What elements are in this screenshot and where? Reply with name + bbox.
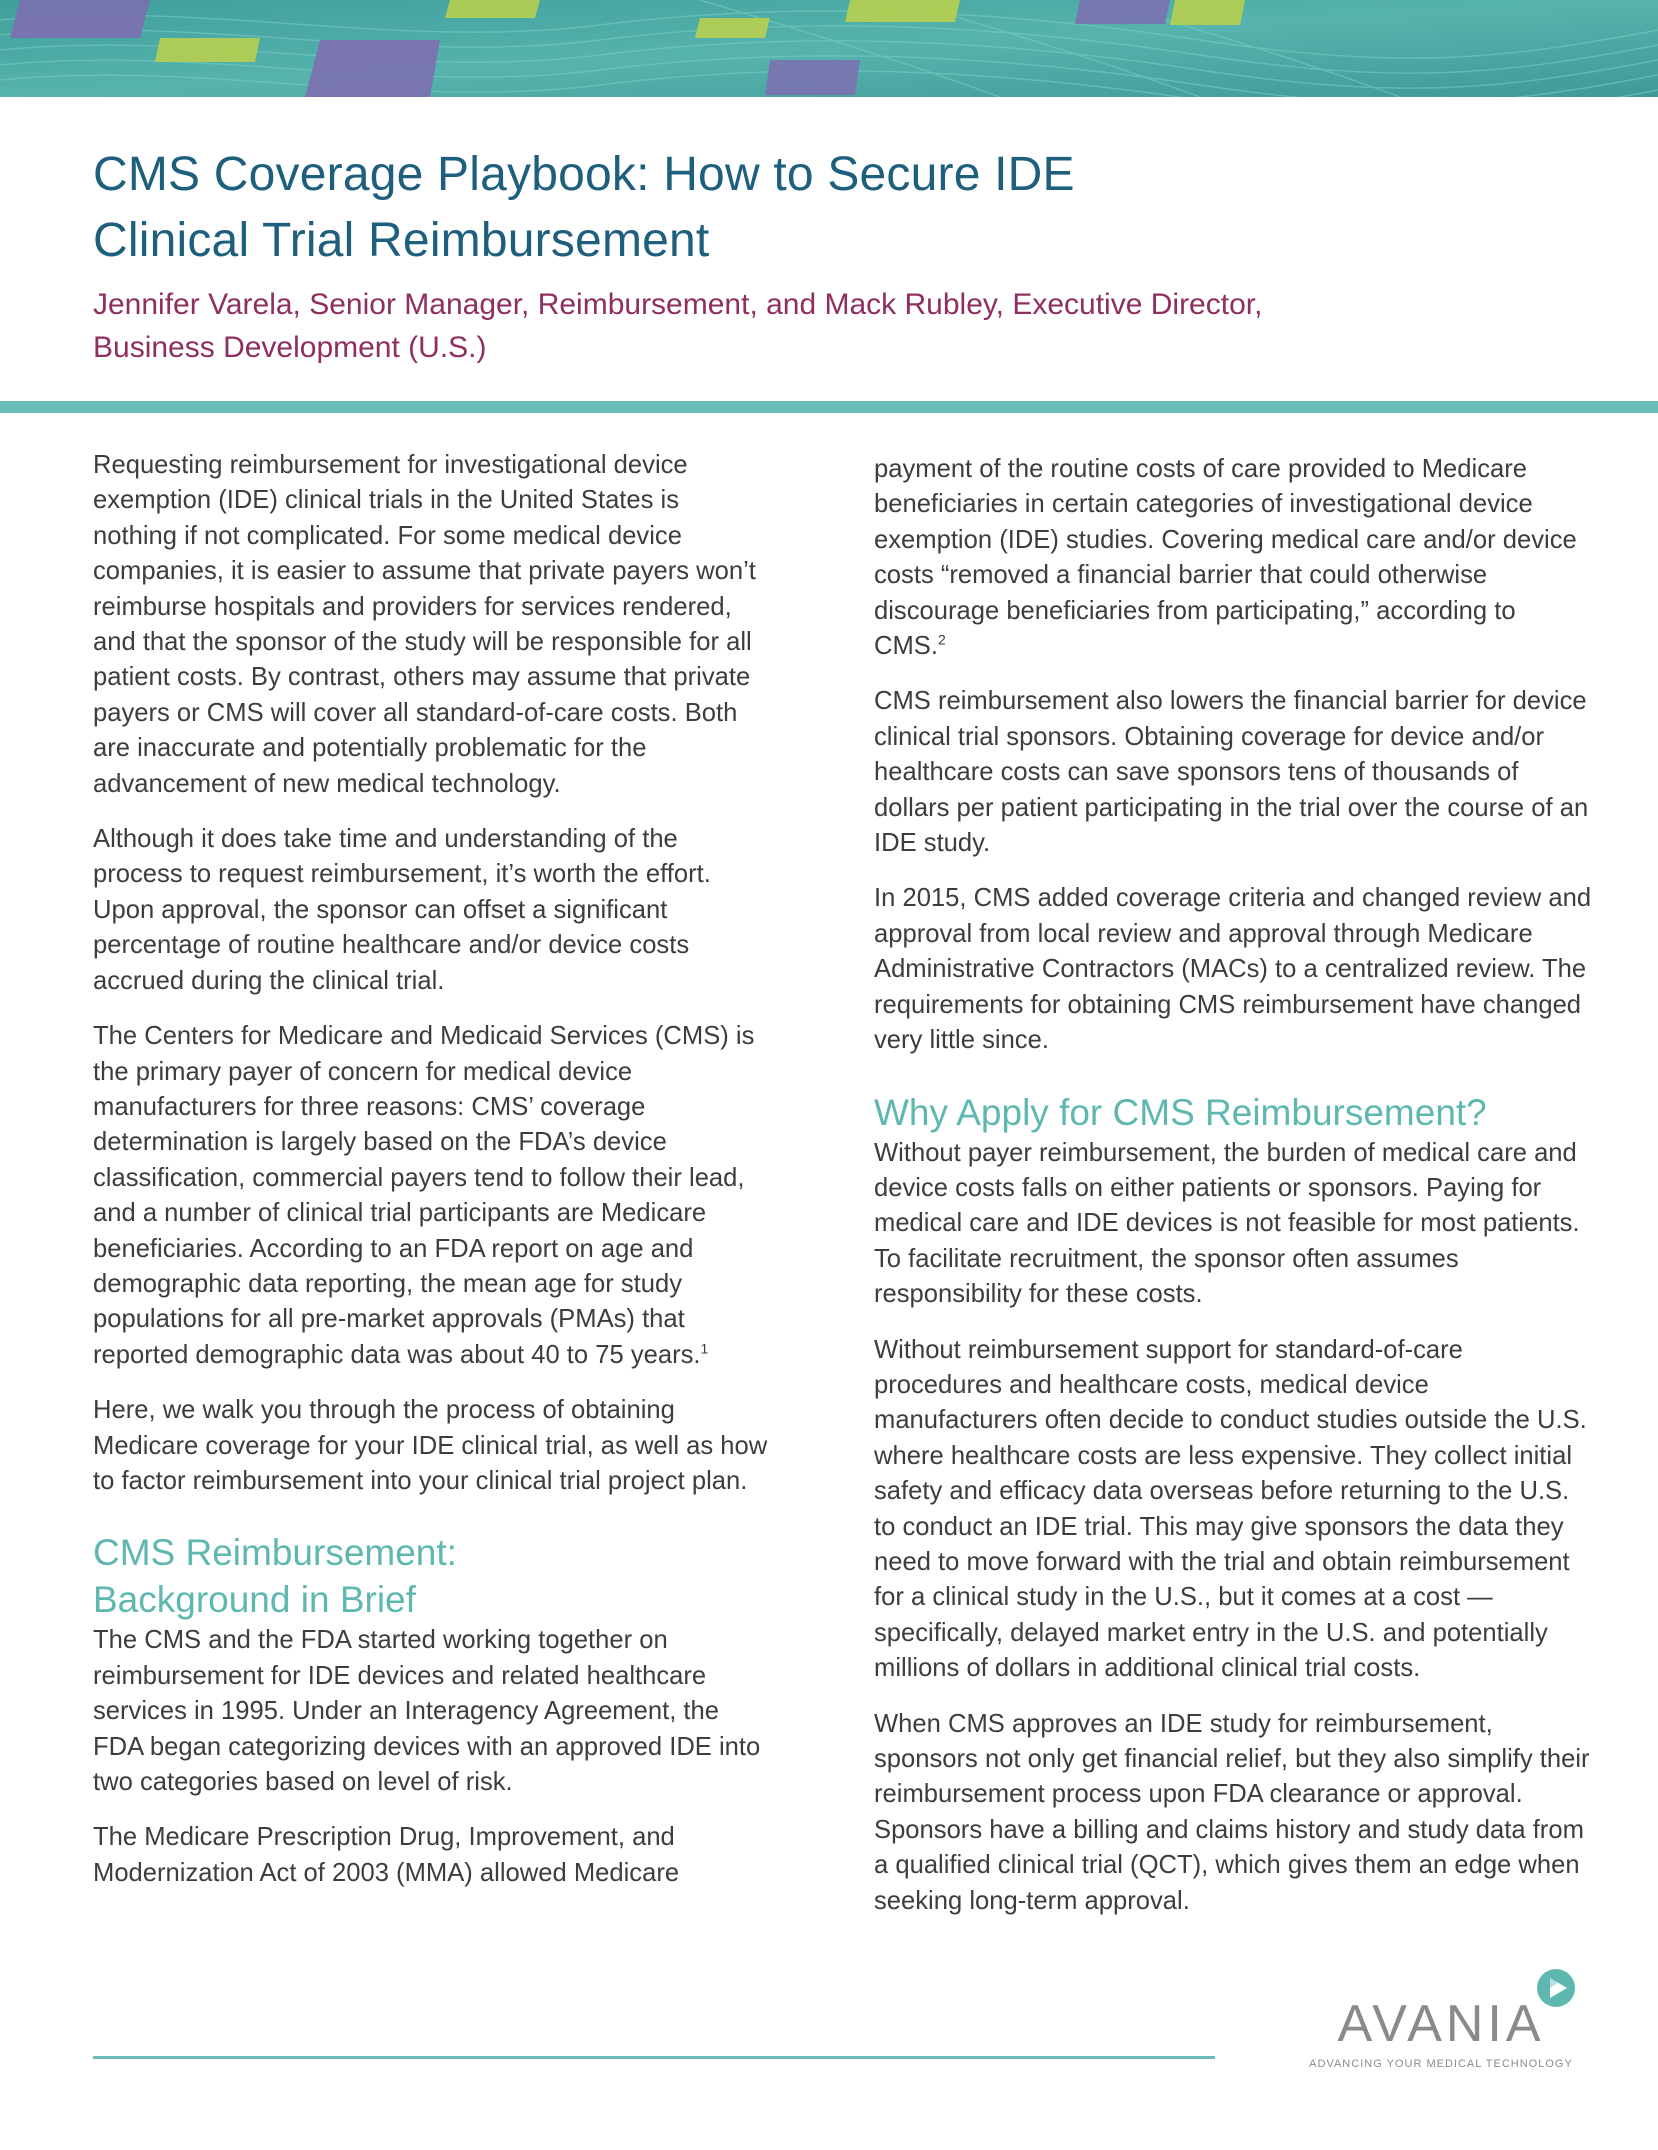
author-line: Business Development (U.S.) (93, 331, 487, 364)
logo-tagline: ADVANCING YOUR MEDICAL TECHNOLOGY (1309, 2058, 1573, 2070)
author-byline (93, 283, 1543, 369)
footer-divider (93, 2056, 1215, 2059)
paragraph (93, 1019, 768, 1373)
divider (0, 401, 1658, 413)
banner-shape (845, 0, 960, 22)
footnote-marker: 2 (937, 631, 946, 648)
banner-shape (765, 60, 860, 95)
right-column (874, 452, 1594, 1939)
paragraph: In 2015, CMS added coverage criteria and changed review and approval from local review and approval through Medicare Administrative Contractors (MACs) to a centralized review. The requirements for obtaining CMS reimbursement have changed very little since. (874, 884, 1592, 1055)
banner-shape (305, 40, 440, 97)
banner-shape (155, 38, 260, 62)
banner-shape (1075, 0, 1170, 24)
title-line: Clinical Trial Reimbursement (93, 214, 710, 267)
logo-wordmark: AVANIA (1337, 1995, 1545, 2053)
left-column (93, 448, 768, 1911)
paragraph: Without payer reimbursement, the burden of medical care and device costs falls on either patients or sponsors. Paying for medical care and IDE devices is not feasible for most patients. To facilitate recruitment, the sponsor often assumes responsibility for these costs. (874, 1138, 1580, 1309)
paragraph: Without reimbursement support for standard-of-care procedures and healthcare costs, medical device manufacturers often decide to conduct studies outside the U.S. where healthcare costs are less expensive. They collect initial safety and efficacy data overseas before returning to the U.S. to conduct an IDE trial. This may give sponsors the data they need to move forward with the trial and obtain reimbursement for a clinical study in the U.S., but it comes at a cost — specifically, delayed market entry in the U.S. and potentially millions of dollars in additional clinical trial costs. (874, 1335, 1587, 1683)
paragraph: The CMS and the FDA started working together on reimbursement for IDE devices and related healthcare services in 1995. Under an Interagency Agreement, the FDA began categorizing devices with an approved IDE into two categories based on level of risk. (93, 1626, 761, 1796)
banner-shape (10, 0, 150, 38)
paragraph-text: The Centers for Medicare and Medicaid Services (CMS) is the primary payer of concern for medical device manufacturers for three reasons: CMS’ coverage determination is largely based on the FDA’s device classification, commercial payers tend to follow their lead, and a number of clinical trial participants are Medicare beneficiaries. According to an FDA report on age and demographic data reporting, the mean age for study populations for all pre-market approvals (PMAs) that reported demographic data was about 40 to 75 years. (93, 1022, 755, 1369)
paragraph (874, 452, 1594, 664)
header-banner (0, 0, 1658, 97)
banner-shape (695, 18, 770, 38)
paragraph: When CMS approves an IDE study for reimbursement, sponsors not only get financial relief, but they also simplify their reimbursement process upon FDA clearance or approval. Sponsors have a billing and claims history and study data from a qualified clinical trial (QCT), which gives them an edge when seeking long-term approval. (874, 1709, 1590, 1915)
paragraph-text: payment of the routine costs of care provided to Medicare beneficiaries in certain categories of investigational device exemption (IDE) studies. Covering medical care and/or device costs “removed a financial barrier that could otherwise discourage beneficiaries from participating,” according to CMS. (874, 455, 1577, 661)
section-heading (93, 1529, 768, 1623)
paragraph: The Medicare Prescription Drug, Improvement, and Modernization Act of 2003 (MMA) allowed Medicare (93, 1823, 680, 1887)
author-line: Jennifer Varela, Senior Manager, Reimbursement, and Mack Rubley, Executive Director, (93, 288, 1263, 321)
title-line: CMS Coverage Playbook: How to Secure IDE (93, 148, 1075, 201)
paragraph: CMS reimbursement also lowers the financial barrier for device clinical trial sponsors. Obtaining coverage for device and/or healthcare costs can save sponsors tens of thousands of dollars per patient participating in the trial over the course of an IDE study. (874, 687, 1589, 858)
banner-shape (1170, 0, 1245, 25)
paragraph: Here, we walk you through the process of obtaining Medicare coverage for your IDE clinical trial, as well as how to factor reimbursement into your clinical trial project plan. (93, 1396, 768, 1495)
heading-line: CMS Reimbursement: (93, 1532, 457, 1574)
heading-line: Background in Brief (93, 1579, 416, 1621)
paragraph: Requesting reimbursement for investigational device exemption (IDE) clinical trials in the United States is nothing if not complicated. For some medical device companies, it is easier to assume that private payers won’t reimburse hospitals and providers for services rendered, and that the sponsor of the study will be responsible for all patient costs. By contrast, others may assume that private payers or CMS will cover all standard-of-care costs. Both are inaccurate and potentially problematic for the advancement of new medical technology. (93, 451, 756, 798)
page-title (93, 142, 1493, 274)
banner-shape (445, 0, 540, 18)
footnote-marker: 1 (700, 1340, 709, 1357)
section-heading: Why Apply for CMS Reimbursement? (874, 1091, 1487, 1133)
paragraph: Although it does take time and understanding of the process to request reimbursement, it’s worth the effort. Upon approval, the sponsor can offset a significant percentage of routine healthcare and/or device costs accrued during the clinical trial. (93, 825, 711, 995)
avania-logo (1296, 1968, 1616, 2070)
